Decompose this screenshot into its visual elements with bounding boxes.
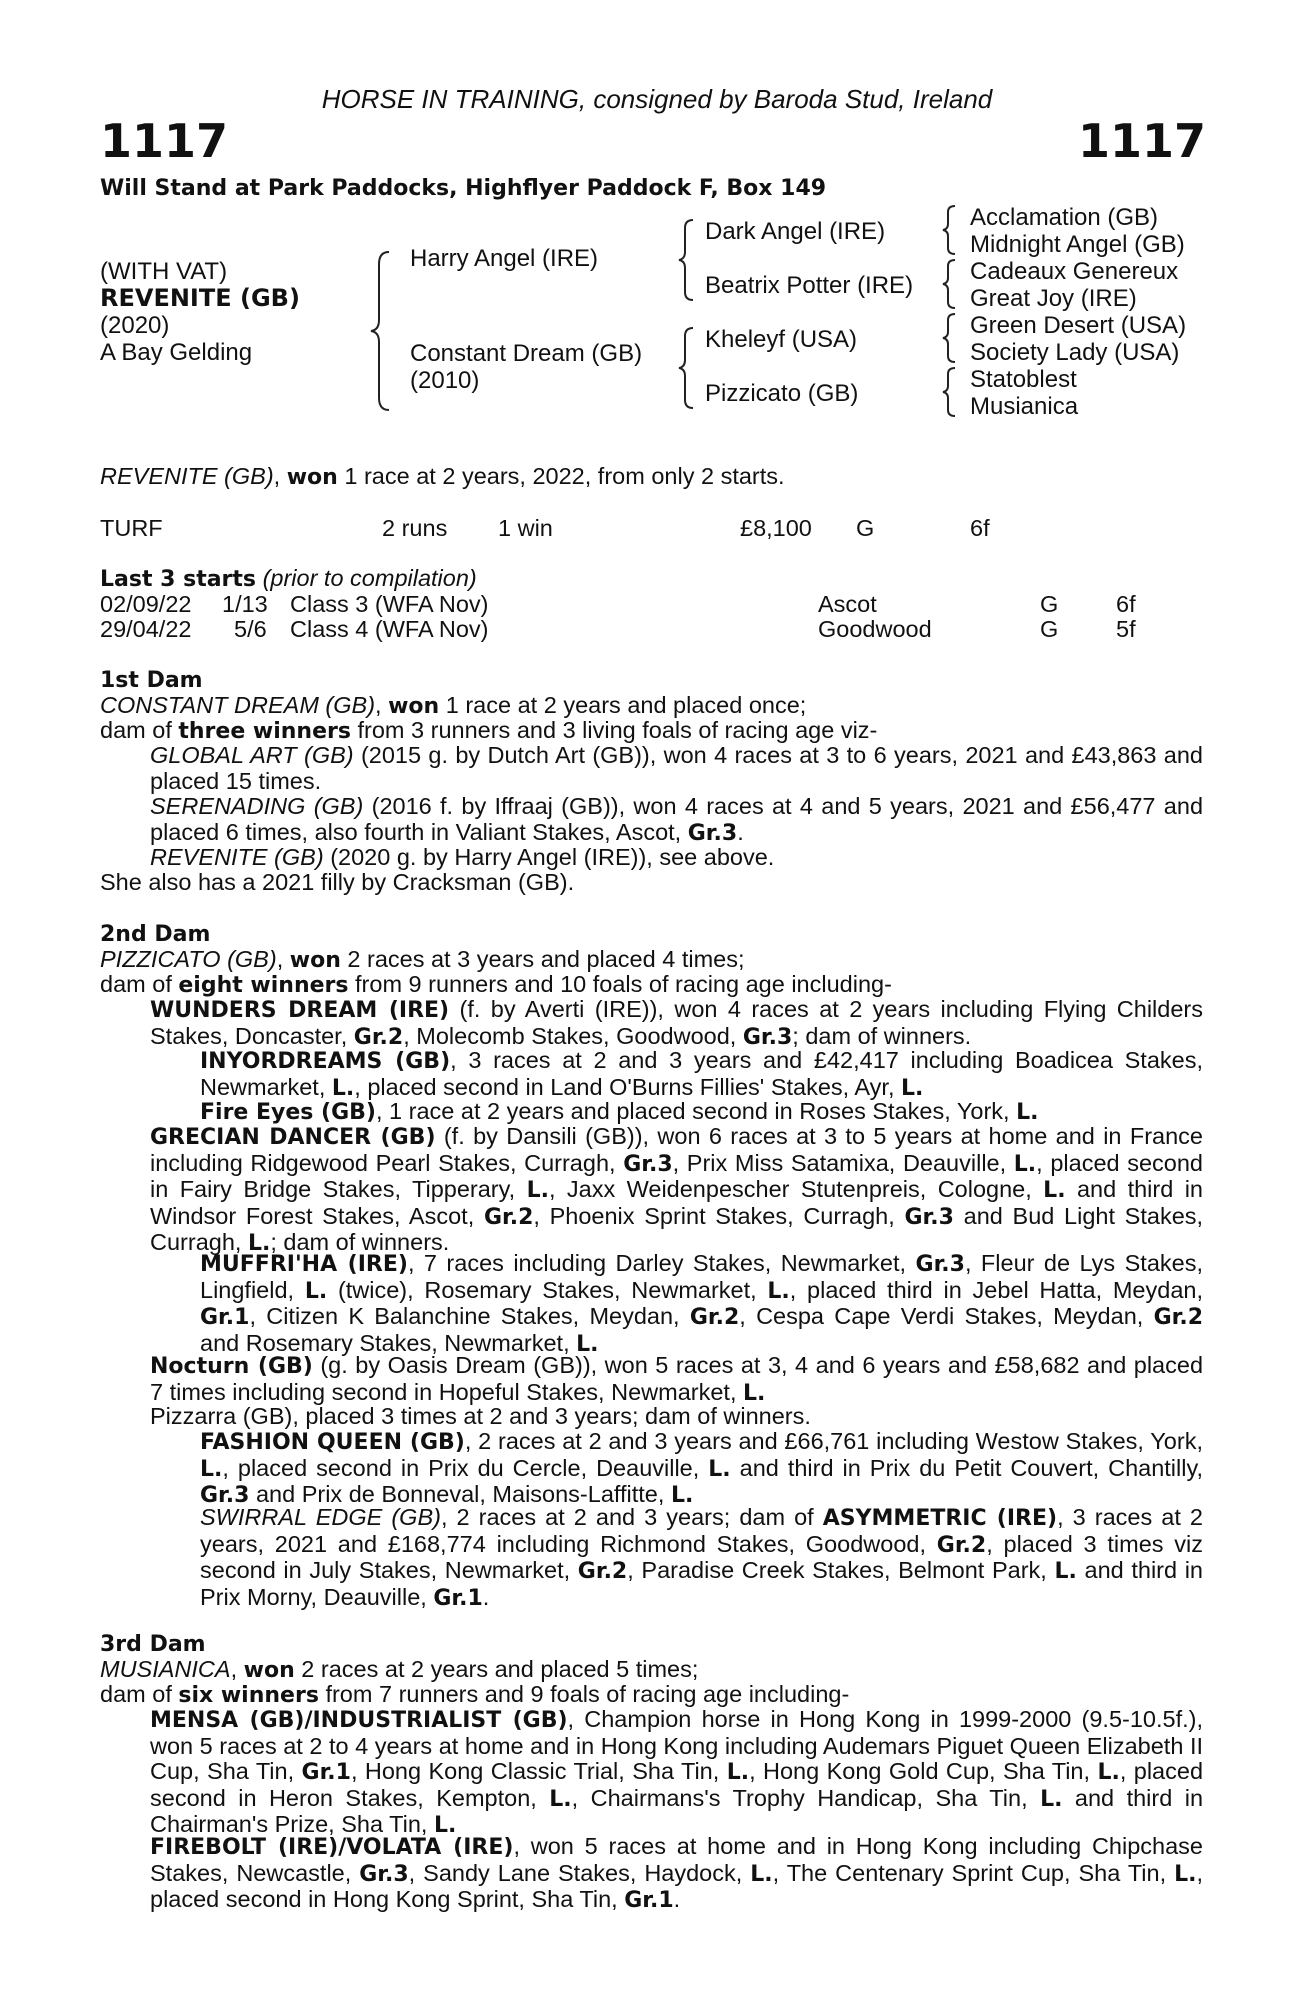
third-dam-produce-line [100,1682,849,1709]
produce-text: from 7 runners and 9 foals of racing age including- [325,1681,850,1707]
produce-text: , Jaxx Weidenpescher Stutenpreis, Cologne, [548,1176,1032,1202]
winners-count: three winners [178,719,351,744]
listed-label: L. [304,1278,328,1304]
dam-name: CONSTANT DREAM (GB) [100,692,376,718]
pedigree-brace-main [365,250,395,412]
winners-count: six winners [178,1683,319,1708]
pedigree-ds-sire: Green Desert (USA) [970,312,1187,339]
grade-label: Gr.2 [1153,1305,1204,1330]
last-starts-heading [100,566,477,593]
produce-text: , Prix Miss Satamixa, Deauville, [672,1149,1007,1176]
last-starts-note: (prior to compilation) [262,565,477,591]
listed-label: L. [1097,1760,1120,1785]
produce-entry: Pizzarra (GB), placed 3 times at 2 and 3 years; dam of winners. [150,1403,811,1429]
start-course: Ascot [818,591,877,617]
second-dam-line: PIZZICATO (GB), won 2 races at 3 years and placed 4 times; [100,946,745,973]
first-dam-note: She also has a 2021 filly by Cracksman (GB). [100,869,575,895]
start-position: 5/6 [234,616,267,642]
produce-text: , placed third in Jebel Hatta, Meydan, [789,1276,1203,1303]
third-dam-line: MUSIANICA, won 2 races at 2 years and placed 5 times; [100,1656,699,1683]
produce-text: (2016 f. by Iffraaj (GB)), won 4 races at 4 and 5 years, 2021 and £56,477 and placed 6 times, also fourth in Valiant Stakes, Ascot, [150,793,1204,845]
produce-text: , Champion horse in Hong Kong in 1999-2000 (9.5-10.5f.), won 5 races at 2 to 4 years at home and in Hong Kong including Audemars Piguet Queen Elizabeth II Cup, Sha Tin, [150,1706,1203,1784]
listed-label: L. [1043,1178,1066,1203]
dam-record: 2 races at 2 years and placed 5 times; [301,1656,699,1682]
grade-label: Gr.3 [623,1151,673,1177]
produce-entry: SERENADING (GB) (2016 f. by Iffraaj (GB)), won 4 races at 4 and 5 years, 2021 and £56,477 and placed 6 times, also fourth in Valiant Stakes, Ascot, Gr.3. [150,793,1204,846]
start-course: Goodwood [818,616,932,642]
produce-text: . [673,1886,681,1912]
produce-name: SWIRRAL EDGE (GB) [200,1504,441,1530]
pedigree-ss-sire: Acclamation (GB) [970,204,1159,231]
listed-label: L. [743,1380,766,1406]
produce-text: , Hong Kong Classic Trial, Sha Tin, [350,1758,720,1784]
pedigree-sire-dam: Beatrix Potter (IRE) [705,272,914,299]
produce-text: , 2 races at 2 and 3 years; dam of [440,1504,814,1530]
produce-text: , placed second in Hong Kong Sprint, Sha Tin, [150,1859,1204,1912]
vat-note: (WITH VAT) [100,258,228,285]
listed-label: L. [670,1483,694,1508]
pedigree-brace-g1 [940,204,960,256]
consignment-line: HORSE IN TRAINING, consigned by Baroda Stud, Ireland [321,84,993,114]
dam-name: MUSIANICA [100,1656,231,1682]
produce-text: , placed second in Land O'Burns Fillies' Stakes, Ayr, [354,1073,895,1100]
lot-number-left: 1117 [100,114,229,168]
produce-text: , Citizen K Balanchine Stakes, Meydan, [249,1303,680,1329]
produce-text: , 7 races including Darley Stakes, Newmarket, [407,1250,907,1276]
produce-entry [150,1834,1203,1914]
produce-text: , Cespa Cape Verdi Stakes, Meydan, [739,1303,1144,1329]
produce-name: MENSA (GB)/INDUSTRIALIST (GB) [150,1708,568,1733]
listed-label: L. [1016,1100,1039,1125]
record-prize: £8,100 [740,515,812,541]
grade-label: Gr.3 [904,1204,954,1230]
stand-location: Will Stand at Park Paddocks, Highflyer Paddock F, Box 149 [100,176,827,201]
second-dam-heading: 2nd Dam [100,922,211,947]
produce-name: REVENITE (GB) [150,844,324,870]
produce-text: and third in Prix du Petit Couvert, Chantilly, [739,1454,1204,1481]
produce-name: INYORDREAMS (GB) [200,1049,451,1074]
produce-text: , placed second in Prix du Cercle, Deauville, [222,1454,700,1481]
listed-label: L. [549,1786,572,1812]
won-label: won [289,948,341,973]
produce-text: , Paradise Creek Stakes, Belmont Park, [627,1557,1047,1583]
start-position: 1/13 [222,591,268,617]
produce-name: FASHION QUEEN (GB) [200,1430,465,1455]
winners-count: eight winners [178,973,349,998]
produce-text: , Hong Kong Gold Cup, Sha Tin, [749,1758,1091,1784]
race-record-row [0,516,1314,542]
produce-text: , placed 3 times viz second in July Stakes, Newmarket, [200,1530,1204,1583]
produce-text: , 2 races at 2 and 3 years and £66,761 including Westow Stakes, York, [464,1428,1203,1454]
listed-label: L. [708,1456,731,1482]
pedigree-brace-sire [675,218,699,302]
grade-label: Gr.1 [624,1888,674,1913]
listed-label: L. [247,1231,271,1256]
produce-text: , 3 races at 2 and 3 years and £42,417 including Boadicea Stakes, Newmarket, [200,1047,1203,1100]
produce-entry [150,743,1203,794]
grade-label: Gr.1 [200,1305,250,1330]
lot-number-right: 1117 [1077,114,1206,168]
produce-entry [150,1124,1203,1257]
grade-label: Gr.3 [359,1861,409,1887]
start-distance: 5f [1116,616,1136,642]
grade-label: Gr.3 [200,1483,250,1508]
produce-text: and Bud Light Stakes, Curragh, [150,1202,1204,1255]
summary-horse-name: REVENITE (GB) [100,463,274,489]
produce-text: , Sandy Lane Stakes, Haydock, [408,1859,743,1886]
produce-text: (twice), Rosemary Stakes, Newmarket, [337,1276,757,1303]
pedigree-brace-g4 [940,366,960,418]
grade-label: Gr.2 [577,1559,628,1584]
produce-text: and third in Windsor Forest Stakes, Ascot, [150,1176,1203,1229]
produce-text: , Fleur de Lys Stakes, Lingfield, [200,1250,1203,1303]
listed-label: L. [750,1861,773,1887]
produce-text: , Molecomb Stakes, Goodwood, [403,1022,737,1049]
listed-label: L. [726,1760,750,1785]
pedigree-sd-sire: Cadeaux Genereux [970,258,1179,285]
produce-text: and third in Prix Morny, Deauville, [200,1557,1203,1610]
produce-text: (2015 g. by Dutch Art (GB)), won 4 races at 3 to 6 years, 2021 and £43,863 and placed 15 times. [150,742,1203,794]
pedigree-dd-dam: Musianica [970,393,1079,420]
produce-name: Fire Eyes (GB) [200,1100,376,1125]
produce-name: WUNDERS DREAM (IRE) [150,998,450,1023]
dam-record: 1 race at 2 years and placed once; [445,692,807,718]
listed-label: L. [1174,1861,1197,1887]
produce-name: GLOBAL ART (GB) [150,742,354,768]
record-wins: 1 win [498,515,553,541]
produce-text: and Prix de Bonneval, Maisons-Laffitte, [255,1481,665,1507]
third-dam-heading: 3rd Dam [100,1632,206,1657]
pedigree-dam: Constant Dream (GB) [410,340,643,367]
produce-name: GRECIAN DANCER (GB) [150,1125,436,1150]
produce-text: , The Centenary Sprint Cup, Sha Tin, [772,1859,1167,1886]
grade-label: Gr.2 [689,1305,740,1330]
record-going: G [856,515,875,541]
pedigree-brace-g3 [940,312,960,364]
pedigree-sire: Harry Angel (IRE) [410,245,599,272]
dam-of-label: dam of [100,1681,172,1707]
produce-entry [150,845,774,871]
produce-text: , placed second in Fairy Bridge Stakes, Tipperary, [150,1149,1203,1202]
produce-name: SERENADING (GB) [150,793,364,819]
listed-label: L. [200,1456,223,1482]
listed-label: L. [1040,1786,1063,1812]
produce-entry [200,1505,1203,1611]
dam-of-label: dam of [100,971,172,997]
start-date: 02/09/22 [100,591,192,617]
produce-text: , 3 races at 2 years, 2021 and £168,774 including Richmond Stakes, Goodwood, [200,1504,1203,1557]
produce-text: from 3 runners and 3 living foals of racing age viz- [357,717,878,743]
grade-label: Gr.1 [433,1585,483,1611]
produce-entry [200,1048,1203,1101]
dam-of-label: dam of [100,717,172,743]
start-distance: 6f [1116,591,1136,617]
summary-won: won [286,465,338,490]
grade-label: Gr.1 [301,1760,351,1785]
produce-text: (2020 g. by Harry Angel (IRE)), see above. [330,844,775,870]
produce-text: ; dam of winners. [270,1229,450,1255]
race-summary: REVENITE (GB), won 1 race at 2 years, 2022, from only 2 starts. [100,463,785,490]
grade-label: Gr.2 [936,1532,987,1558]
produce-text: and Rosemary Stakes, Newmarket, [200,1329,570,1356]
produce-entry [200,1251,1203,1357]
second-dam-produce-line [100,972,892,999]
last-start-row [0,617,1314,643]
produce-name: FIREBOLT (IRE)/VOLATA (IRE) [150,1835,514,1860]
produce-text: ; dam of winners. [792,1022,972,1049]
listed-label: L. [434,1813,457,1838]
listed-label: L. [576,1331,599,1357]
pedigree-brace-dam [675,326,699,410]
produce-text: and third in Chairman's Prize, Sha Tin, [150,1784,1204,1837]
produce-text: (f. by Dansili (GB)), won 6 races at 3 to 5 years at home and in France including Ridgewood Pearl Stakes, Curragh, [150,1123,1203,1176]
first-dam-produce-line [100,718,877,745]
pedigree-dam-sire: Kheleyf (USA) [705,326,858,353]
listed-label: L. [767,1278,790,1304]
last-starts-title: Last 3 starts [100,567,257,592]
pedigree-dam-dam: Pizzicato (GB) [705,380,859,407]
record-runs: 2 runs [382,515,448,541]
produce-entry [150,997,1203,1050]
start-class: Class 4 (WFA Nov) [290,616,489,642]
produce-entry [200,1429,1203,1509]
listed-label: L. [1013,1151,1037,1177]
last-start-row [0,592,1314,618]
pedigree-dd-sire: Statoblest [970,366,1077,393]
pedigree-ss-dam: Midnight Angel (GB) [970,231,1185,258]
first-dam-heading: 1st Dam [100,668,203,693]
listed-label: L. [1054,1559,1077,1584]
produce-text: from 9 runners and 10 foals of racing age including- [355,971,892,997]
produce-text: , won 5 races at home and in Hong Kong including Chipchase Stakes, Newcastle, [150,1833,1203,1886]
won-label: won [243,1658,295,1683]
pedigree-brace-g2 [940,258,960,310]
produce-text: . [482,1583,490,1610]
produce-entry [150,1707,1203,1839]
dam-record: 2 races at 3 years and placed 4 times; [347,946,745,972]
grade-label: Gr.2 [483,1204,534,1230]
record-distance: 6f [970,515,990,541]
produce-name: MUFFRI'HA (IRE) [200,1252,408,1277]
summary-text: 1 race at 2 years, 2022, from only 2 starts. [344,463,785,489]
record-surface: TURF [100,515,163,541]
start-going: G [1040,616,1059,642]
start-going: G [1040,591,1059,617]
horse-year: (2020) [100,312,170,339]
pedigree-sire-sire: Dark Angel (IRE) [705,218,886,245]
listed-label: L. [901,1075,924,1101]
listed-label: L. [331,1075,355,1101]
produce-entry [150,1353,1203,1406]
dam-name: PIZZICATO (GB) [100,946,277,972]
grade-label: Gr.3 [687,820,738,846]
pedigree-ds-dam: Society Lady (USA) [970,339,1180,366]
pedigree-dam-year: (2010) [410,367,480,394]
produce-text: (g. by Oasis Dream (GB)), won 5 races at 3, 4 and 6 years and £58,682 and placed 7 times including second in Hopeful Stakes, Newmarket, [150,1352,1204,1405]
start-date: 29/04/22 [100,616,192,642]
start-class: Class 3 (WFA Nov) [290,591,489,617]
won-label: won [388,694,440,719]
produce-text: , Phoenix Sprint Stakes, Curragh, [533,1202,895,1229]
first-dam-line: CONSTANT DREAM (GB), won 1 race at 2 years and placed once; [100,692,807,719]
horse-name: REVENITE (GB) [100,284,300,312]
produce-entry [200,1099,1038,1126]
grade-label: Gr.3 [915,1252,965,1277]
pedigree-sd-dam: Great Joy (IRE) [970,285,1137,312]
horse-description: A Bay Gelding [100,339,253,366]
produce-text: , Chairmans's Trophy Handicap, Sha Tin, [571,1784,1028,1811]
produce-text: , placed second in Heron Stakes, Kempton, [150,1758,1204,1811]
produce-name: ASYMMETRIC (IRE) [822,1506,1058,1531]
listed-label: L. [526,1178,549,1203]
produce-text: , 1 race at 2 years and placed second in Roses Stakes, York, [375,1098,1010,1124]
grade-label: Gr.3 [742,1024,793,1050]
produce-name: Nocturn (GB) [150,1354,313,1379]
produce-text: (f. by Averti (IRE)), won 4 races at 2 years including Flying Childers Stakes, Doncaster, [150,996,1203,1049]
grade-label: Gr.2 [353,1024,404,1050]
